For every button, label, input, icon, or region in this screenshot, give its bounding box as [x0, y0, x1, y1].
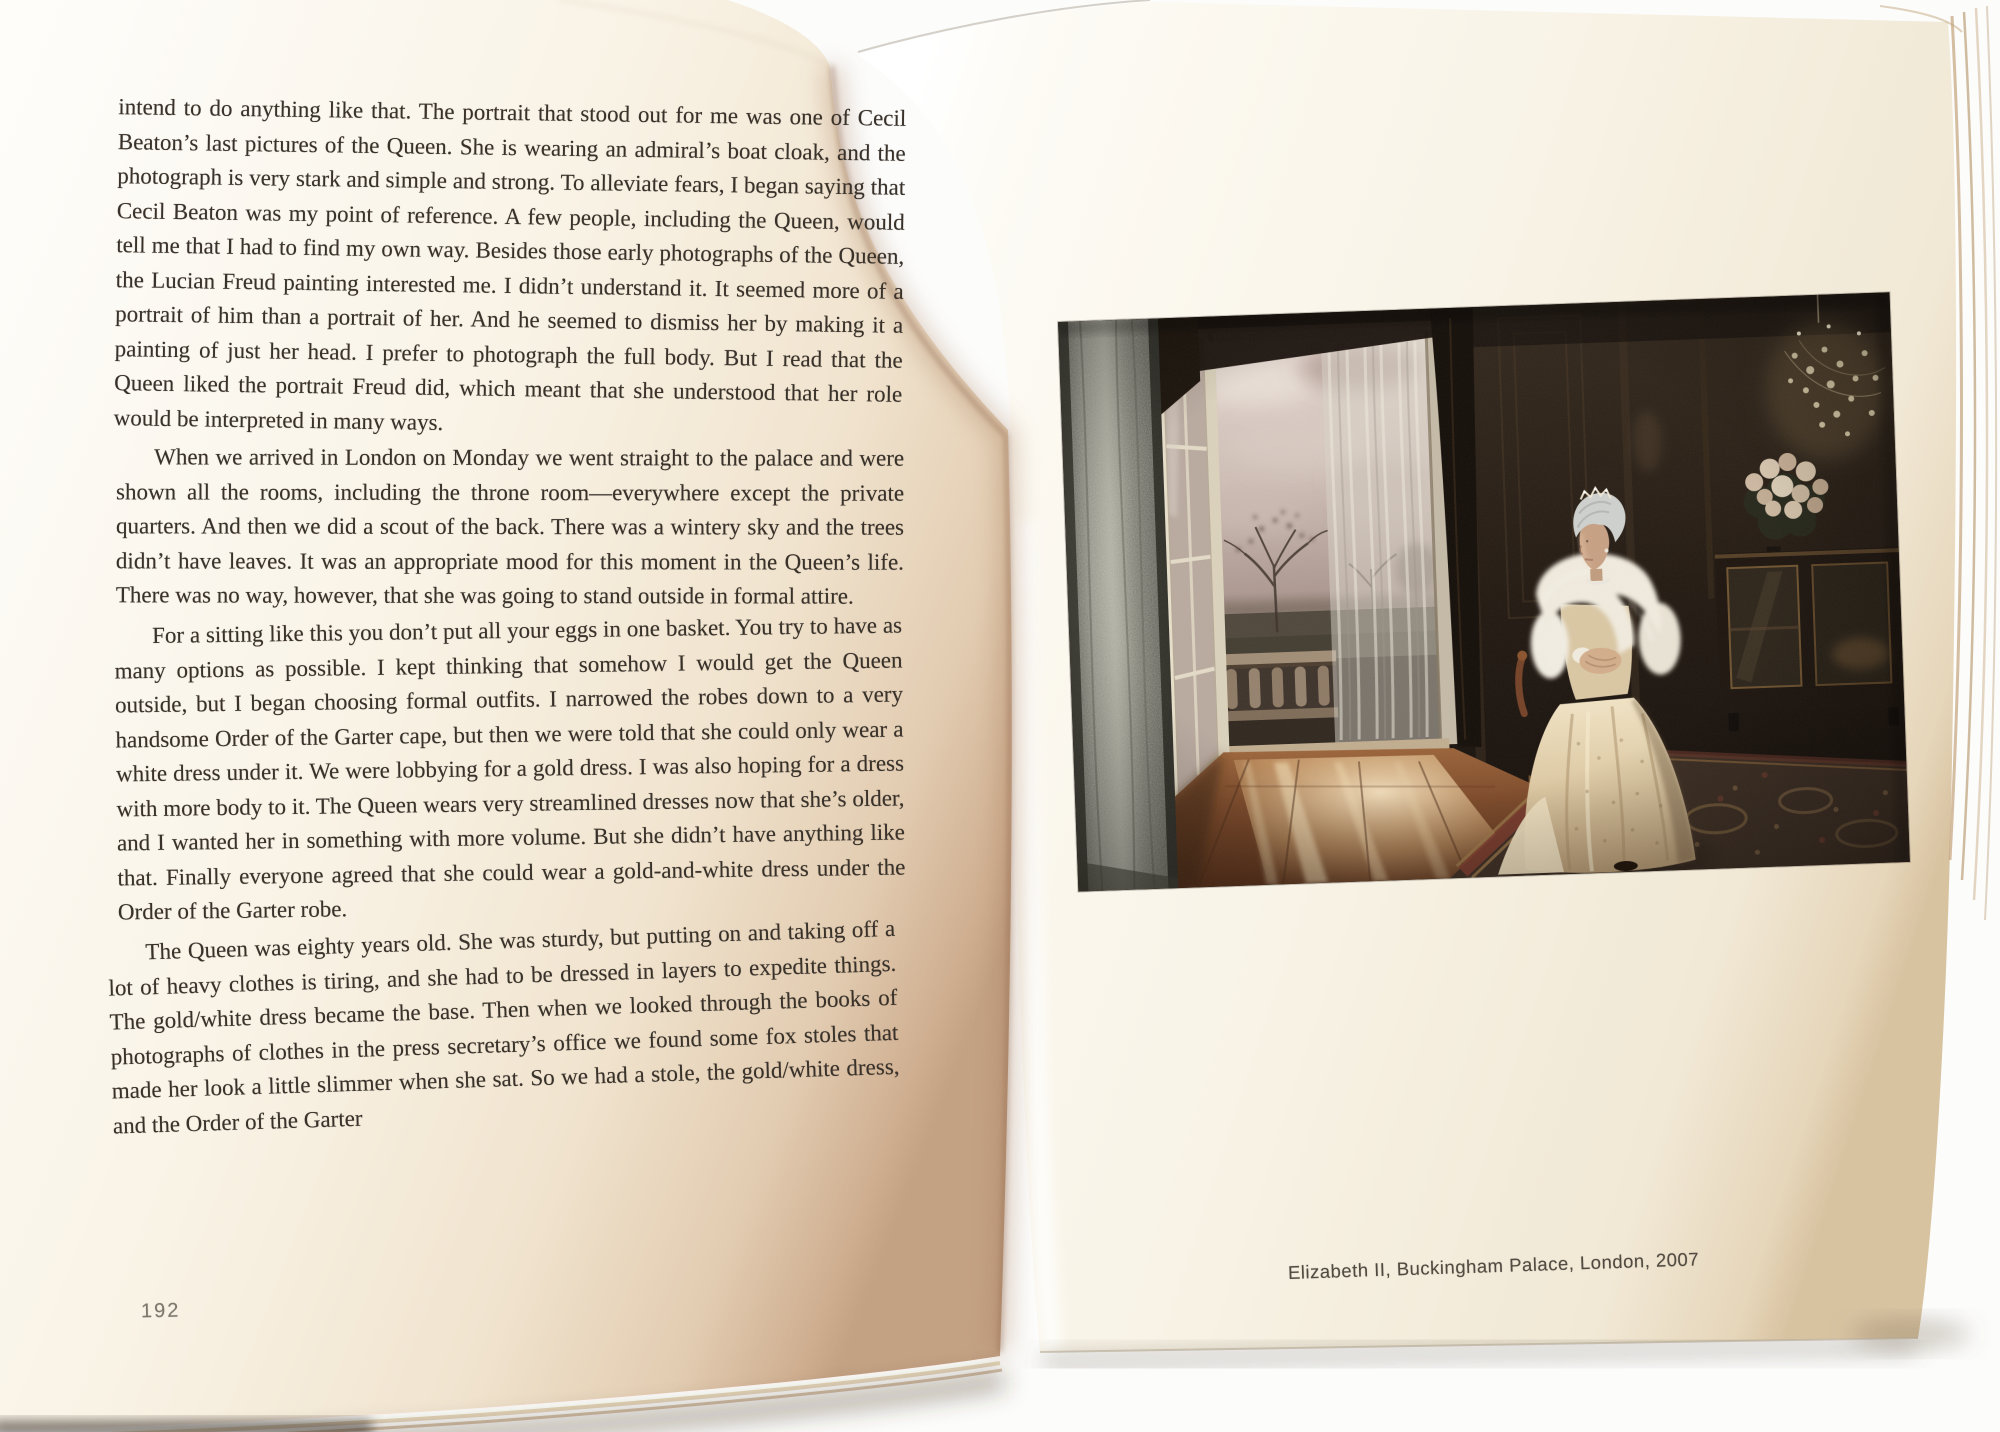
vignette: [1058, 292, 1910, 891]
queen-portrait-photo: [1058, 292, 1910, 891]
queen-portrait-illustration: [1058, 292, 1910, 891]
body-paragraph-2: When we arrived in London on Monday we went straight to the palace and were shown all the rooms, including the throne room—everywhere except the private quarters. And then we did a scout of the back. There was a wintery sky and the trees didn’t have leaves. It was an appropriate mood for this moment in the Queen’s life. There was no way, however, that she was going to stand outside in formal attire.: [115, 444, 905, 609]
body-paragraph-1: intend to do anything like that. The portrait that stood out for me was one of Cecil Beaton’s last pictures of the Queen. She is wearing an admiral’s boat cloak, and the photograph is very stark and simple and strong. To alleviate fears, I began saying that Cecil Beaton was my point of reference. A few people, including the Queen, would tell me that I had to find my own way. Besides those early photographs of the Queen, the Lucian Freud painting interested me. I didn’t understand it. It seemed more of a portrait of him than a portrait of her. And he seemed to dismiss her by making it a painting of just her head. I prefer to photograph the full body. But I read that the Queen liked the portrait Freud did, which meant that she understood that her role would be interpreted in many ways.: [113, 94, 907, 435]
body-paragraph-4: The Queen was eighty years old. She was sturdy, but putting on and taking off a lot of heavy clothes is tiring, and she had to be dressed in layers to expedite things. The gold/white dress became the base. Then when we looked through the books of photographs of clothes in the press secretary’s office we found some fox stoles that made her look a little slimmer when she sat. So we had a stole, the gold/white dress, and the Order of the Garter: [108, 915, 900, 1139]
left-page-text-column: [108, 94, 907, 1139]
body-paragraph-3: For a sitting like this you don’t put all your eggs in one basket. You try to have as many options as possible. I kept thinking that somehow I would get the Queen outside, but I began choosing formal outfits. I narrowed the robes down to a very handsome Order of the Garter cape, but then we were told that she could only wear a white dress under it. We were lobbying for a gold dress. I was also hoping for a dress with more body to it. The Queen wears very streamlined dresses now that she’s older, and I wanted her in something with more volume. But she didn’t have anything like that. Finally everyone agreed that she could wear a gold-and-white dress under the Order of the Garter robe.: [114, 612, 906, 924]
photo-caption: Elizabeth II, Buckingham Palace, London, 2007: [1287, 1248, 1700, 1283]
page-number: 192: [140, 1299, 181, 1323]
